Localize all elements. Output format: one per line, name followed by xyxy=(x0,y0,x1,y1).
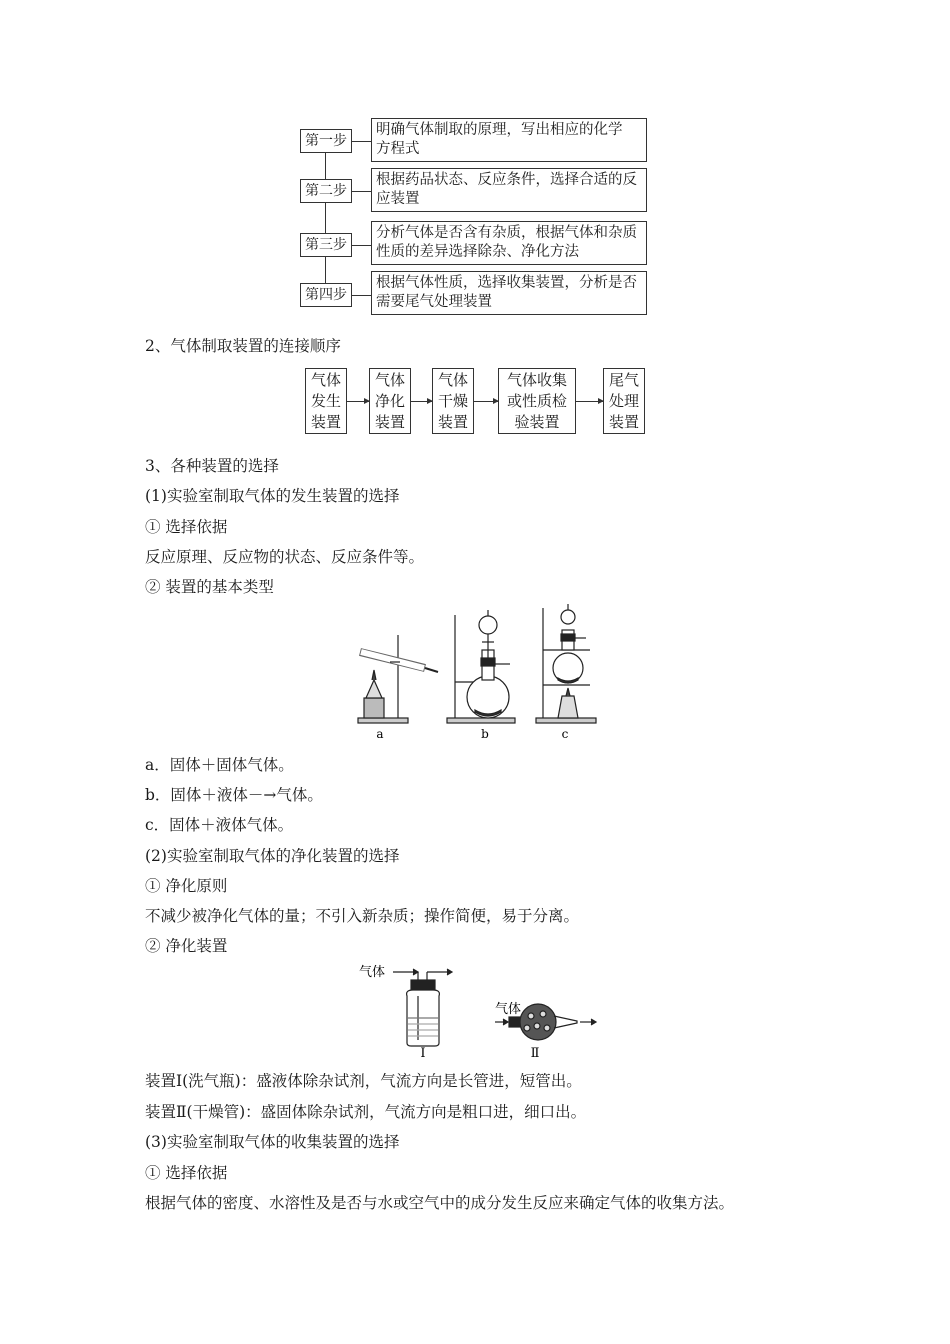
sub1-title: (1)实验室制取气体的发生装置的选择 xyxy=(145,487,400,505)
step-3-label: 第三步 xyxy=(300,233,352,257)
chain-box-2-line1: 气体 xyxy=(374,371,405,389)
sub1-types-title: ② 装置的基本类型 xyxy=(145,578,274,596)
step-4-connector xyxy=(352,295,371,296)
generator-type-a: a．固体＋固体气体。 xyxy=(145,756,294,774)
generator-type-c: c．固体＋液体气体。 xyxy=(145,816,294,834)
step-4-desc-line2: 需要尾气处理装置 xyxy=(376,294,492,310)
purification-apparatus-figure xyxy=(355,958,605,1060)
gas-label-washing-bottle: 气体 xyxy=(359,965,386,980)
chain-box-5-line3: 装置 xyxy=(608,413,639,431)
apparatus-c-drawing xyxy=(536,604,596,723)
sub3-title: (3)实验室制取气体的收集装置的选择 xyxy=(145,1133,400,1151)
chain-arrow xyxy=(347,401,369,402)
sub2-principle-text: 不减少被净化气体的量；不引入新杂质；操作简便，易于分离。 xyxy=(145,907,580,925)
chain-box-5-line2: 处理 xyxy=(608,392,639,410)
step-4-label: 第四步 xyxy=(300,283,352,307)
chain-box-collection xyxy=(498,368,576,434)
chain-box-3-line3: 装置 xyxy=(437,413,468,431)
figure-label-I: Ⅰ xyxy=(420,1046,426,1060)
step-1-description xyxy=(371,118,647,162)
generator-apparatus-figure xyxy=(350,600,610,745)
sub1-basis-text: 反应原理、反应物的状态、反应条件等。 xyxy=(145,548,425,566)
connection-order-chain xyxy=(305,368,645,436)
device-2-description: 装置Ⅱ(干燥管)：盛固体除杂试剂，气流方向是粗口进，细口出。 xyxy=(145,1103,587,1121)
section-2-heading: 2、气体制取装置的连接顺序 xyxy=(145,337,341,355)
step-2-desc-line1: 根据药品状态、反应条件，选择合适的反 xyxy=(376,172,637,188)
chain-box-5-line1: 尾气 xyxy=(608,371,639,389)
step-1-desc-line2: 方程式 xyxy=(376,141,420,157)
chain-box-2-line3: 装置 xyxy=(374,413,405,431)
step-3-description xyxy=(371,221,647,265)
step-4-desc-line1: 根据气体性质，选择收集装置，分析是否 xyxy=(376,275,637,291)
figure-label-II: Ⅱ xyxy=(530,1046,540,1060)
chain-box-3-line1: 气体 xyxy=(437,371,468,389)
step-1-connector xyxy=(352,141,371,142)
chain-box-1-line3: 装置 xyxy=(310,413,341,431)
step-3-connector xyxy=(352,245,371,246)
chain-box-3-line2: 干燥 xyxy=(437,392,468,410)
figure-label-b: b xyxy=(481,727,489,741)
chain-box-4-line3: 验装置 xyxy=(514,413,560,431)
chain-arrow xyxy=(576,401,603,402)
gas-label-drying-tube: 气体 xyxy=(495,1002,522,1017)
flowchart-spine xyxy=(325,141,326,301)
step-3-desc-line2: 性质的差异选择除杂、净化方法 xyxy=(376,244,579,260)
step-2-description xyxy=(371,168,647,212)
chain-box-tail-gas xyxy=(603,368,645,434)
sub2-device-title: ② 净化装置 xyxy=(145,937,228,955)
sub3-basis-title: ① 选择依据 xyxy=(145,1164,228,1182)
step-2-label: 第二步 xyxy=(300,179,352,203)
chain-box-4-line1: 气体收集 xyxy=(506,371,567,389)
step-1-desc-line1: 明确气体制取的原理，写出相应的化学 xyxy=(376,122,623,138)
step-4-description xyxy=(371,271,647,315)
figure-label-c: c xyxy=(561,727,569,741)
chain-arrow xyxy=(474,401,498,402)
step-3-desc-line1: 分析气体是否含有杂质，根据气体和杂质 xyxy=(376,225,637,241)
chain-box-4-line2: 或性质检 xyxy=(506,392,567,410)
apparatus-a-drawing xyxy=(358,635,438,723)
washing-bottle-drawing xyxy=(393,969,452,1046)
step-2-desc-line2: 应装置 xyxy=(376,191,420,207)
chain-box-generation xyxy=(305,368,347,434)
device-1-description: 装置Ⅰ(洗气瓶)：盛液体除杂试剂，气流方向是长管进，短管出。 xyxy=(145,1072,582,1090)
steps-flowchart xyxy=(300,113,655,321)
sub2-principle-title: ① 净化原则 xyxy=(145,877,228,895)
chain-arrow xyxy=(411,401,432,402)
section-3-heading: 3、各种装置的选择 xyxy=(145,457,279,475)
chain-box-drying xyxy=(432,368,474,434)
step-2-connector xyxy=(352,191,371,192)
sub3-basis-text: 根据气体的密度、水溶性及是否与水或空气中的成分发生反应来确定气体的收集方法。 xyxy=(145,1194,735,1212)
generator-type-b: b．固体＋液体－→气体。 xyxy=(145,786,323,804)
chain-box-2-line2: 净化 xyxy=(374,392,405,410)
sub1-basis-title: ① 选择依据 xyxy=(145,518,228,536)
chain-box-purification xyxy=(369,368,411,434)
chain-box-1-line1: 气体 xyxy=(310,371,341,389)
chain-box-1-line2: 发生 xyxy=(310,392,341,410)
step-1-label: 第一步 xyxy=(300,129,352,153)
figure-label-a: a xyxy=(376,727,384,741)
apparatus-b-drawing xyxy=(447,610,515,723)
sub2-title: (2)实验室制取气体的净化装置的选择 xyxy=(145,847,400,865)
